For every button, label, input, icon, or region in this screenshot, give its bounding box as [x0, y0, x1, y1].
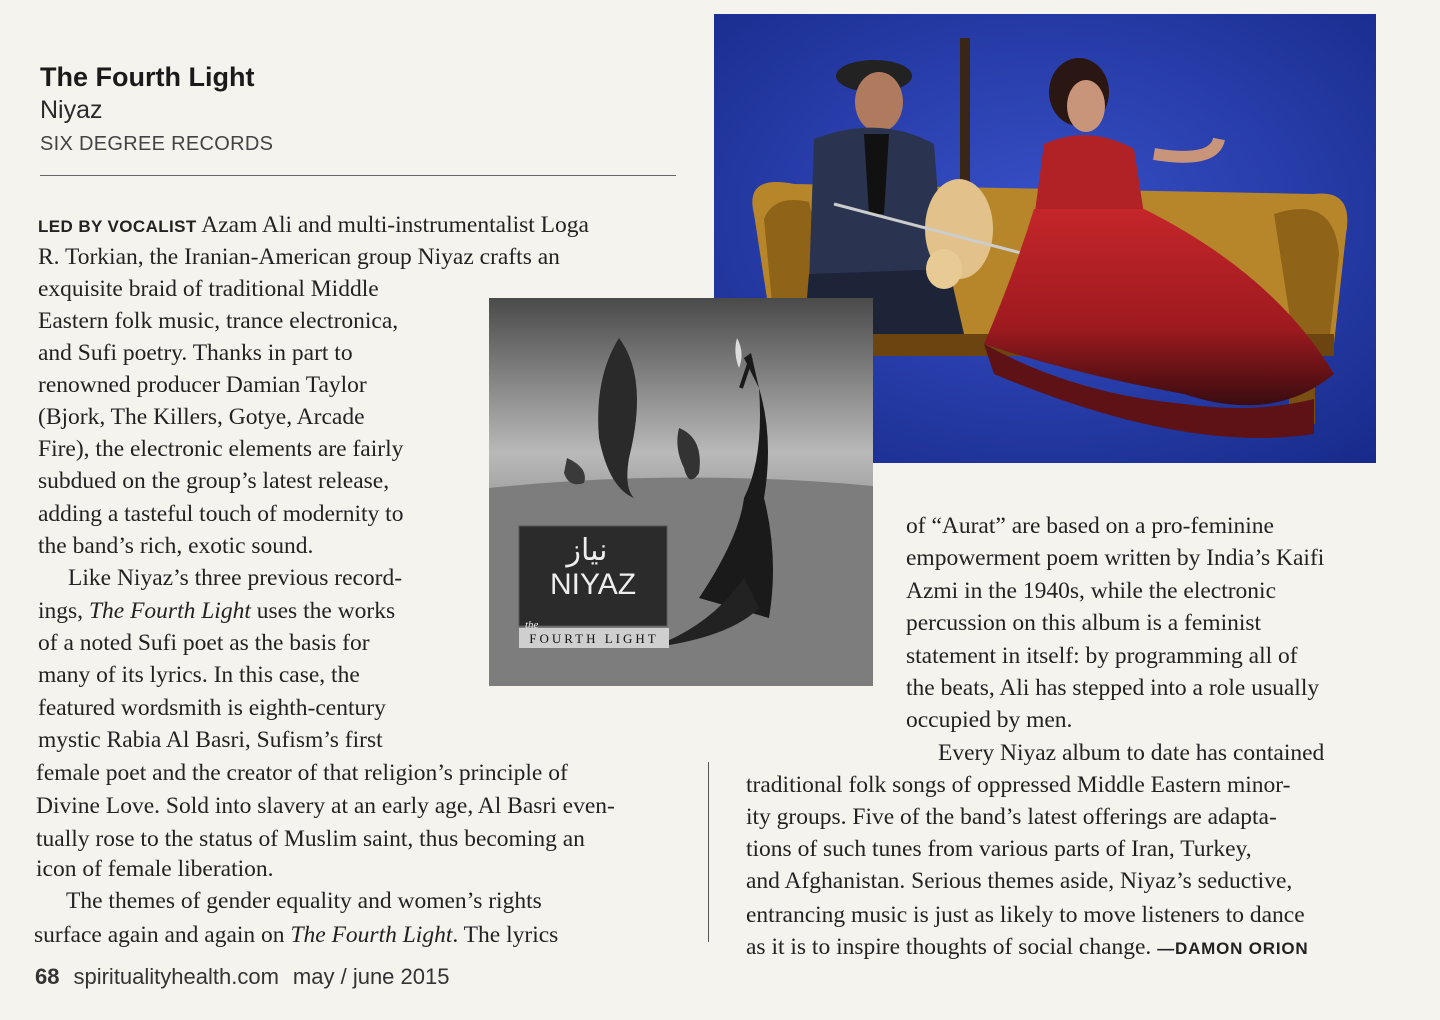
text-run: ings,: [38, 598, 89, 624]
article-line: [38, 278, 379, 302]
album-cover: [489, 298, 873, 686]
footer-issue: may / june 2015: [292, 964, 450, 989]
article-line: [746, 870, 1292, 894]
article-line: [38, 729, 383, 753]
cover-album-name: FOURTH LIGHT: [529, 631, 659, 646]
author-signature: —DAMON ORION: [1157, 939, 1309, 958]
text-run: renowned producer Damian Taylor: [38, 372, 367, 398]
album-title-reference: The Fourth Light: [88, 598, 251, 624]
article-line: [38, 246, 560, 270]
text-run: . The lyrics: [452, 922, 559, 948]
article-line: [68, 567, 402, 591]
text-run: entrancing music is just as likely to move listeners to dance: [746, 902, 1305, 928]
text-run: subdued on the group’s latest release,: [38, 468, 390, 494]
article-line: [906, 709, 1072, 733]
cover-prefix: the: [525, 619, 539, 631]
text-run: surface again and again on: [34, 922, 291, 948]
text-run: Azmi in the 1940s, while the electronic: [906, 578, 1277, 604]
page-number: 68: [35, 964, 60, 989]
text-run: statement in itself: by programming all of: [906, 643, 1298, 669]
article-line: [38, 697, 386, 721]
text-run: Fire), the electronic elements are fairly: [38, 436, 404, 462]
article-line: [906, 580, 1276, 604]
album-title-reference: The Fourth Light: [290, 922, 453, 948]
text-run: Divine Love. Sold into slavery at an early age, Al Basri even-: [36, 793, 615, 819]
article-line: [746, 838, 1252, 862]
text-run: the beats, Ali has stepped into a role usually: [906, 675, 1320, 701]
article-line: [938, 742, 1324, 766]
text-run: icon of female liberation.: [36, 856, 274, 882]
article-line: [36, 858, 274, 882]
article-line: [34, 924, 558, 948]
column-rule: [708, 762, 709, 942]
text-run: the band’s rich, exotic sound.: [38, 533, 314, 559]
text-run: many of its lyrics. In this case, the: [38, 662, 360, 688]
article-line: [906, 612, 1261, 636]
article-line: [38, 342, 353, 366]
page-footer: [35, 964, 449, 990]
text-run: female poet and the creator of that religion’s principle of: [36, 760, 568, 786]
text-run: and Afghanistan. Serious themes aside, Niyaz’s seductive,: [746, 868, 1293, 894]
article-line: [38, 406, 365, 430]
album-cover-art: [489, 298, 873, 686]
article-line: [746, 904, 1305, 928]
article-line: [38, 470, 389, 494]
text-run: Like Niyaz’s three previous record-: [68, 565, 403, 591]
article-line: [38, 214, 589, 238]
text-run: adding a tasteful touch of modernity to: [38, 501, 404, 527]
article-line: [36, 828, 585, 852]
article-line: [66, 890, 542, 914]
article-line: [36, 795, 615, 819]
text-run: of a noted Sufi poet as the basis for: [38, 630, 370, 656]
text-run: traditional folk songs of oppressed Middle Eastern minor-: [746, 772, 1291, 798]
text-run: Every Niyaz album to date has contained: [938, 740, 1325, 766]
text-run: occupied by men.: [906, 707, 1073, 733]
article-line: [746, 774, 1291, 798]
article-line: [906, 677, 1319, 701]
text-run: tually rose to the status of Muslim saint, thus becoming an: [36, 826, 585, 852]
text-run: uses the works: [250, 598, 396, 624]
text-run: R. Torkian, the Iranian-American group Niyaz crafts an: [38, 244, 560, 270]
article-line: [746, 936, 1308, 960]
text-run: ity groups. Five of the band’s latest offerings are adapta-: [746, 804, 1277, 830]
album-title: The Fourth Light: [40, 62, 255, 92]
text-run: featured wordsmith is eighth-century: [38, 695, 386, 721]
cover-band-name: NIYAZ: [549, 568, 637, 601]
text-run: tions of such tunes from various parts of Iran, Turkey,: [746, 836, 1252, 862]
text-run: as it is to inspire thoughts of social change.: [746, 934, 1158, 960]
lead-in: LED BY VOCALIST: [38, 217, 197, 236]
article-line: [38, 632, 370, 656]
text-run: empowerment poem written by India’s Kaifi: [906, 545, 1325, 571]
text-run: Azam Ali and multi-instrumentalist Loga: [196, 212, 589, 238]
text-run: Eastern folk music, trance electronica,: [38, 308, 399, 334]
article-line: [38, 535, 313, 559]
article-line: [38, 374, 367, 398]
article-line: [38, 664, 360, 688]
text-run: percussion on this album is a feminist: [906, 610, 1262, 636]
cover-arabic-logo: نیاز: [566, 533, 608, 568]
text-run: and Sufi poetry. Thanks in part to: [38, 340, 353, 366]
article-line: [38, 310, 398, 334]
record-label: SIX DEGREE RECORDS: [40, 133, 274, 155]
article-line: [36, 762, 568, 786]
text-run: mystic Rabia Al Basri, Sufism’s first: [38, 727, 383, 753]
article-line: [38, 438, 403, 462]
header-rule: [40, 175, 676, 176]
article-line: [906, 645, 1298, 669]
article-line: [38, 503, 403, 527]
article-line: [906, 547, 1324, 571]
artist-name: Niyaz: [40, 96, 103, 124]
text-run: of “Aurat” are based on a pro-feminine: [906, 513, 1274, 539]
text-run: (Bjork, The Killers, Gotye, Arcade: [38, 404, 365, 430]
article-line: [38, 600, 395, 624]
article-line: [746, 806, 1277, 830]
text-run: The themes of gender equality and women’s rights: [66, 888, 542, 914]
text-run: exquisite braid of traditional Middle: [38, 276, 379, 302]
footer-site: spiritualityhealth.com: [73, 964, 279, 989]
article-line: [906, 515, 1274, 539]
